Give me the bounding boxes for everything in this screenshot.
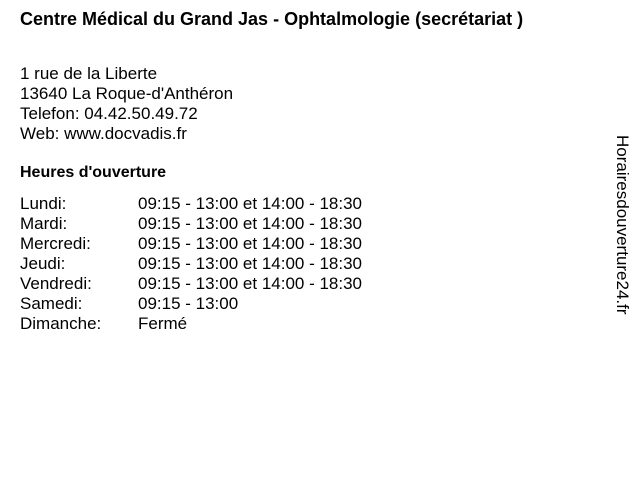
day-label: Vendredi: — [20, 274, 92, 293]
hours-row-saturday — [20, 294, 362, 314]
day-label: Lundi: — [20, 194, 67, 213]
day-hours: Fermé — [138, 314, 188, 333]
site-watermark: Horairesdouverture24.fr — [613, 135, 632, 315]
day-hours: 09:15 - 13:00 — [138, 294, 239, 313]
day-hours: 09:15 - 13:00 et 14:00 - 18:30 — [138, 274, 363, 293]
hours-row-tuesday — [20, 214, 362, 234]
website: Web: www.docvadis.fr — [20, 124, 187, 143]
day-label: Samedi: — [20, 294, 83, 313]
address-block — [20, 64, 233, 144]
day-hours: 09:15 - 13:00 et 14:00 - 18:30 — [138, 214, 363, 233]
day-label: Jeudi: — [20, 254, 66, 273]
city-address: 13640 La Roque-d'Anthéron — [20, 84, 234, 103]
day-hours: 09:15 - 13:00 et 14:00 - 18:30 — [138, 194, 363, 213]
business-name: Centre Médical du Grand Jas - Ophtalmologie (secrétariat ) — [20, 9, 524, 29]
hours-row-sunday — [20, 314, 362, 334]
day-label: Dimanche: — [20, 314, 102, 333]
phone-number: Telefon: 04.42.50.49.72 — [20, 104, 198, 123]
day-hours: 09:15 - 13:00 et 14:00 - 18:30 — [138, 234, 363, 253]
day-label: Mercredi: — [20, 234, 91, 253]
day-hours: 09:15 - 13:00 et 14:00 - 18:30 — [138, 254, 363, 273]
street-address: 1 rue de la Liberte — [20, 64, 158, 83]
hours-row-friday — [20, 274, 362, 294]
hours-row-thursday — [20, 254, 362, 274]
day-label: Mardi: — [20, 214, 68, 233]
hours-row-monday — [20, 194, 362, 214]
opening-hours-table — [20, 194, 362, 334]
hours-row-wednesday — [20, 234, 362, 254]
opening-hours-heading: Heures d'ouverture — [20, 164, 167, 181]
